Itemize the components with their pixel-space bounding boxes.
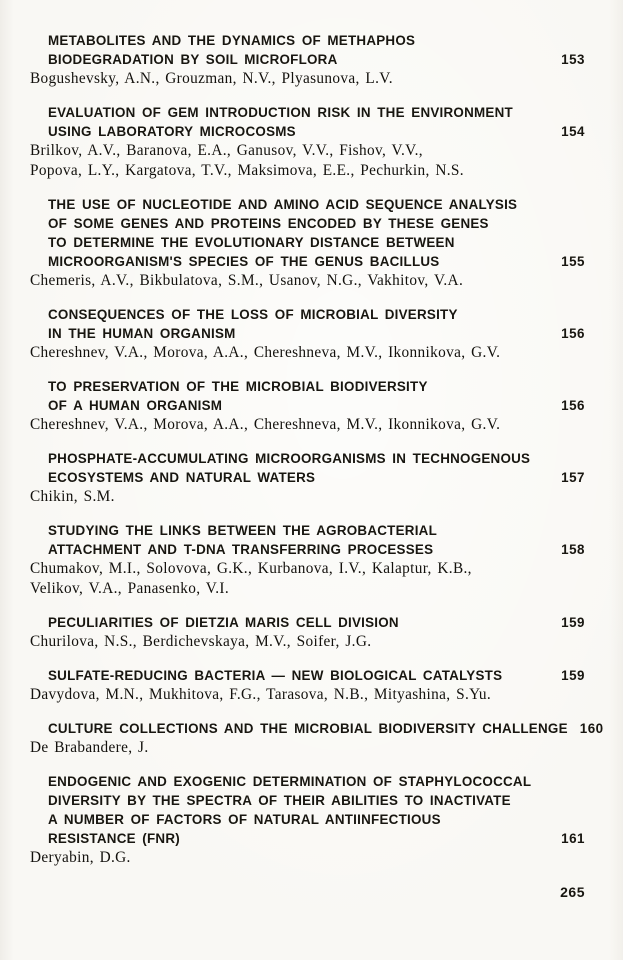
entry-title-line <box>48 31 585 50</box>
entry-title-block <box>30 31 585 69</box>
entry-title-text: OF SOME GENES AND PROTEINS ENCODED BY THESE GENES <box>48 216 489 231</box>
entry-title-text: METABOLITES AND THE DYNAMICS OF METHAPHOS <box>48 33 416 48</box>
entry-title-line <box>48 396 585 415</box>
entry-title-line <box>48 540 585 559</box>
entry-title-block <box>30 305 585 343</box>
entry-title-line <box>48 613 585 632</box>
entry-authors-line: Chereshnev, V.A., Morova, A.A., Chereshneva, M.V., Ikonnikova, G.V. <box>30 416 501 433</box>
entry-title-text: PHOSPHATE-ACCUMULATING MICROORGANISMS IN TECHNOGENOUS <box>48 451 531 466</box>
entry-authors-block <box>30 738 585 758</box>
entry-title-block <box>30 613 585 632</box>
entry-title-line <box>48 719 604 738</box>
entry-title-text: ATTACHMENT AND T-DNA TRANSFERRING PROCESSES <box>48 542 434 557</box>
entry-title-text: PECULIARITIES OF DIETZIA MARIS CELL DIVISION <box>48 615 399 630</box>
toc-entry <box>30 521 585 599</box>
entry-authors-line: Chereshnev, V.A., Morova, A.A., Chereshneva, M.V., Ikonnikova, G.V. <box>30 344 501 361</box>
entry-title-line <box>48 324 585 343</box>
entry-title-line <box>48 468 585 487</box>
entry-page-number: 155 <box>561 254 585 269</box>
entry-authors-line: Chumakov, M.I., Solovova, G.K., Kurbanova, I.V., Kalaptur, K.B., <box>30 560 472 577</box>
entry-title-text: RESISTANCE (FNR) <box>48 831 180 846</box>
entry-title-text: CONSEQUENCES OF THE LOSS OF MICROBIAL DIVERSITY <box>48 307 458 322</box>
entry-title-line <box>48 305 585 324</box>
entry-title-text: BIODEGRADATION BY SOIL MICROFLORA <box>48 52 338 67</box>
entry-page-number: 157 <box>561 470 585 485</box>
entry-authors-block <box>30 559 585 599</box>
toc-entry <box>30 195 585 291</box>
entry-title-block <box>30 719 604 738</box>
entry-authors-block <box>30 848 585 868</box>
entry-page-number: 156 <box>561 398 585 413</box>
entry-title-block <box>30 377 585 415</box>
entry-title-text: EVALUATION OF GEM INTRODUCTION RISK IN THE ENVIRONMENT <box>48 105 513 120</box>
toc-entry <box>30 613 585 652</box>
entry-page-number: 159 <box>561 668 585 683</box>
toc-entry <box>30 772 585 868</box>
entry-title-text: ENDOGENIC AND EXOGENIC DETERMINATION OF STAPHYLOCOCCAL <box>48 774 532 789</box>
entry-authors-line: De Brabandere, J. <box>30 739 149 756</box>
entry-title-line <box>48 829 585 848</box>
entry-title-line <box>48 521 585 540</box>
entry-authors-block <box>30 69 585 89</box>
entry-title-text: USING LABORATORY MICROCOSMS <box>48 124 296 139</box>
entry-page-number: 159 <box>561 615 585 630</box>
entry-page-number: 161 <box>561 831 585 846</box>
entry-page-number: 158 <box>561 542 585 557</box>
entry-title-line <box>48 50 585 69</box>
entry-title-line <box>48 377 585 396</box>
entry-authors-block <box>30 415 585 435</box>
entry-authors-line: Deryabin, D.G. <box>30 849 131 866</box>
toc-entries <box>30 31 604 868</box>
entry-title-text: A NUMBER OF FACTORS OF NATURAL ANTIINFECTIOUS <box>48 812 441 827</box>
entry-title-text: SULFATE-REDUCING BACTERIA — NEW BIOLOGICAL CATALYSTS <box>48 668 503 683</box>
toc-entry <box>30 449 585 507</box>
entry-authors-block <box>30 271 585 291</box>
entry-authors-line: Velikov, V.A., Panasenko, V.I. <box>30 580 229 597</box>
toc-entry <box>30 719 604 758</box>
footer-page-number: 265 <box>560 884 585 900</box>
entry-authors-line: Popova, L.Y., Kargatova, T.V., Maksimova, E.E., Pechurkin, N.S. <box>30 162 464 179</box>
entry-title-text: MICROORGANISM'S SPECIES OF THE GENUS BACILLUS <box>48 254 440 269</box>
entry-title-block <box>30 772 585 848</box>
entry-authors-block <box>30 141 585 181</box>
entry-title-line <box>48 233 585 252</box>
entry-authors-block <box>30 343 585 363</box>
entry-title-line <box>48 122 585 141</box>
entry-authors-block <box>30 632 585 652</box>
entry-title-block <box>30 195 585 271</box>
toc-entry <box>30 305 585 363</box>
entry-authors-block <box>30 685 585 705</box>
entry-authors-line: Davydova, M.N., Mukhitova, F.G., Tarasova, N.B., Mityashina, S.Yu. <box>30 686 492 703</box>
entry-title-text: TO PRESERVATION OF THE MICROBIAL BIODIVERSITY <box>48 379 428 394</box>
entry-title-line <box>48 252 585 271</box>
entry-page-number: 153 <box>561 52 585 67</box>
entry-authors-line: Brilkov, A.V., Baranova, E.A., Ganusov, V.V., Fishov, V.V., <box>30 142 423 159</box>
entry-page-number: 156 <box>561 326 585 341</box>
entry-page-number: 160 <box>579 721 604 736</box>
entry-authors-line: Churilova, N.S., Berdichevskaya, M.V., Soifer, J.G. <box>30 633 372 650</box>
entry-title-block <box>30 103 585 141</box>
toc-entry <box>30 666 585 705</box>
entry-authors-block <box>30 487 585 507</box>
entry-title-line <box>48 449 585 468</box>
entry-title-line <box>48 214 585 233</box>
entry-title-text: CULTURE COLLECTIONS AND THE MICROBIAL BIODIVERSITY CHALLENGE <box>48 721 568 736</box>
entry-page-number: 154 <box>561 124 585 139</box>
toc-entry <box>30 377 585 435</box>
entry-title-block <box>30 521 585 559</box>
entry-title-text: ECOSYSTEMS AND NATURAL WATERS <box>48 470 316 485</box>
entry-title-text: STUDYING THE LINKS BETWEEN THE AGROBACTERIAL <box>48 523 438 538</box>
entry-authors-line: Bogushevsky, A.N., Grouzman, N.V., Plyasunova, L.V. <box>30 70 393 87</box>
entry-title-line <box>48 195 585 214</box>
toc-entry <box>30 31 585 89</box>
entry-title-text: TO DETERMINE THE EVOLUTIONARY DISTANCE BETWEEN <box>48 235 455 250</box>
entry-title-line <box>48 772 585 791</box>
entry-title-text: THE USE OF NUCLEOTIDE AND AMINO ACID SEQUENCE ANALYSIS <box>48 197 518 212</box>
entry-title-line <box>48 666 585 685</box>
entry-title-block <box>30 449 585 487</box>
entry-title-block <box>30 666 585 685</box>
entry-title-text: IN THE HUMAN ORGANISM <box>48 326 236 341</box>
entry-title-line <box>48 103 585 122</box>
entry-authors-line: Chikin, S.M. <box>30 488 115 505</box>
entry-title-line <box>48 810 585 829</box>
entry-title-line <box>48 791 585 810</box>
toc-entry <box>30 103 585 181</box>
entry-title-text: DIVERSITY BY THE SPECTRA OF THEIR ABILITIES TO INACTIVATE <box>48 793 511 808</box>
entry-title-text: OF A HUMAN ORGANISM <box>48 398 223 413</box>
entry-authors-line: Chemeris, A.V., Bikbulatova, S.M., Usanov, N.G., Vakhitov, V.A. <box>30 272 464 289</box>
